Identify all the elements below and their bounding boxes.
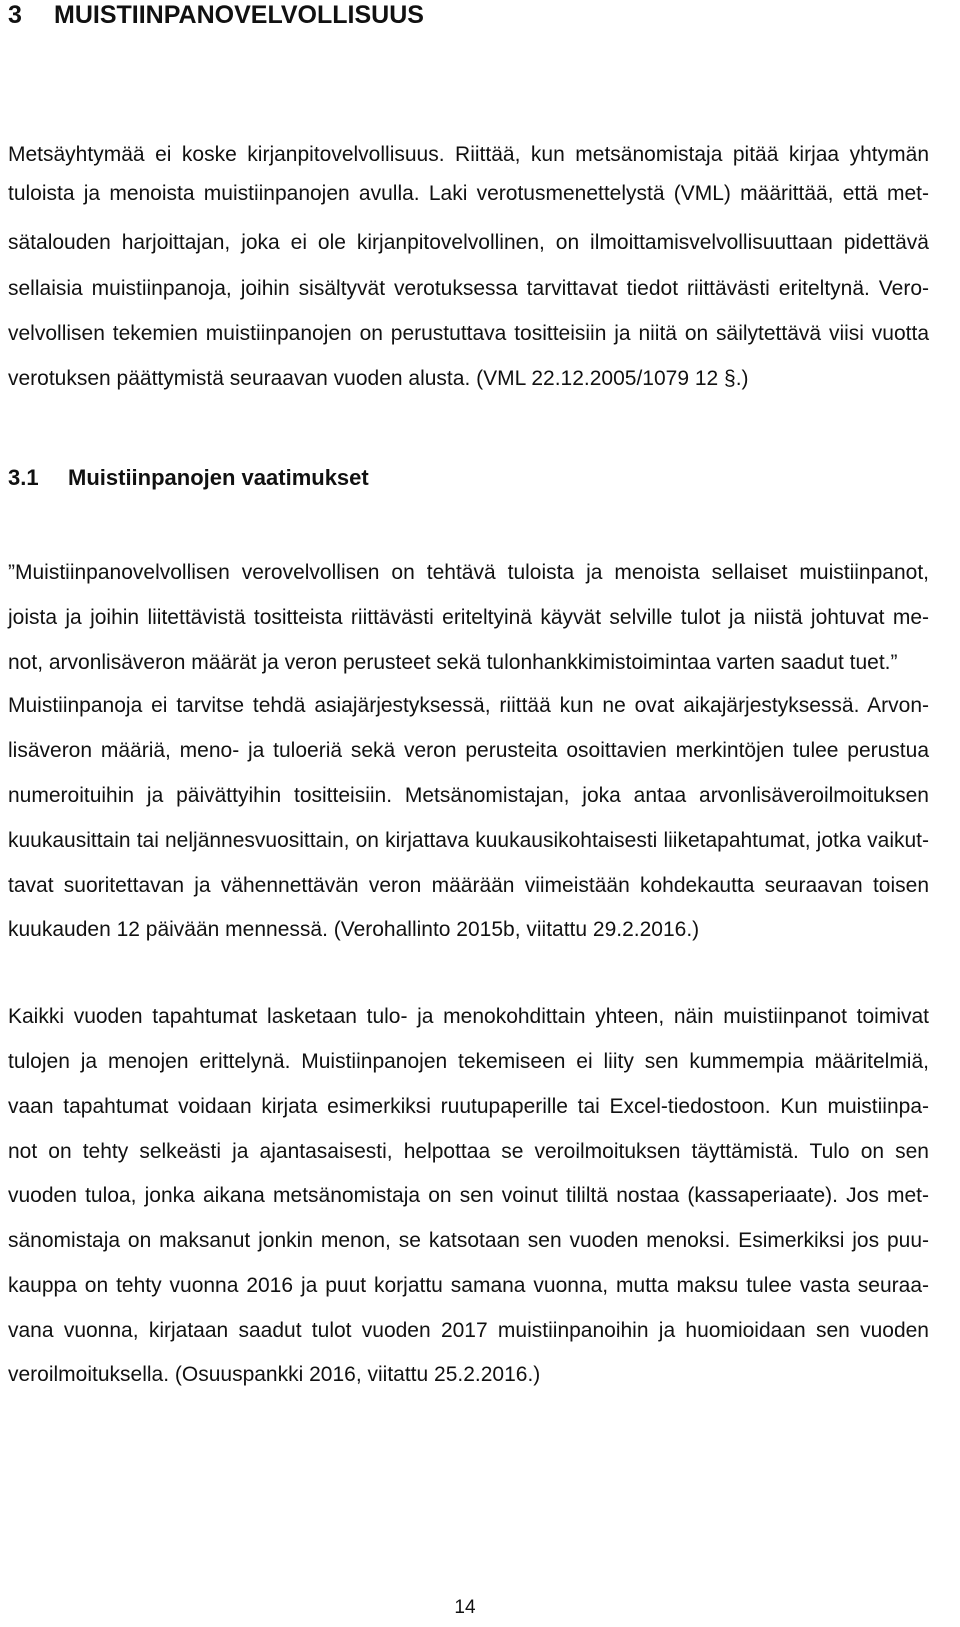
paragraph-line: Metsäyhtymää ei koske kirjanpitovelvollisuus. Riittää, kun metsänomistaja pitää kirjaa yhtymän (8, 143, 929, 166)
paragraph-line: Muistiinpanoja ei tarvitse tehdä asiajärjestyksessä, riittää kun ne ovat aikajärjestyksessä. Arvon- (8, 694, 929, 717)
paragraph-line: vuoden tuloa, jonka aikana metsänomistaja on sen voinut tililtä nostaa (kassaperiaate). Jos met- (8, 1184, 929, 1207)
chapter-number: 3 (8, 1, 22, 29)
paragraph-line: kauppa on tehty vuonna 2016 ja puut korjattu samana vuonna, mutta maksu tulee vasta seuraa- (8, 1274, 929, 1297)
paragraph-line: lisäveron määriä, meno- ja tuloeriä sekä veron perusteita osoittavien merkintöjen tulee perustua (8, 739, 929, 762)
section-heading (8, 465, 369, 491)
paragraph-line: joista ja joihin liitettävistä tositteista riittävästi eriteltyinä käyvät selville tulot ja niistä johtuvat me- (8, 606, 929, 629)
paragraph-line: Kaikki vuoden tapahtumat lasketaan tulo- ja menokohdittain yhteen, näin muistiinpanot toimivat (8, 1005, 929, 1028)
paragraph-line: vaan tapahtumat voidaan kirjata esimerkiksi ruutupaperille tai Excel-tiedostoon. Kun muistiinpa- (8, 1095, 929, 1118)
paragraph-line: kuukausittain tai neljännesvuosittain, on kirjattava kuukausikohtaisesti liiketapahtumat, jotka vaikut- (8, 829, 929, 852)
paragraph-line: numeroituihin ja päivättyihin tositteisiin. Metsänomistajan, joka antaa arvonlisäveroilmoituksen (8, 784, 929, 807)
paragraph-line: sätalouden harjoittajan, joka ei ole kirjanpitovelvollinen, on ilmoittamisvelvollisuuttaan pidettävä (8, 231, 929, 254)
section-title: Muistiinpanojen vaatimukset (68, 465, 369, 490)
paragraph-line: sänomistaja on maksanut jonkin menon, se katsotaan sen vuoden menoksi. Esimerkiksi jos puu- (8, 1229, 929, 1252)
paragraph-line: kuukauden 12 päivään mennessä. (Verohallinto 2015b, viitattu 29.2.2016.) (8, 918, 700, 941)
page-number: 14 (454, 1597, 476, 1618)
paragraph-line: ”Muistiinpanovelvollisen verovelvollisen on tehtävä tuloista ja menoista sellaiset muistiinpanot, (8, 561, 929, 584)
paragraph-line: velvollisen tekemien muistiinpanojen on perustuttava tositteisiin ja niitä on säilytettävä viisi vuotta (8, 322, 929, 345)
paragraph-line: veroilmoituksella. (Osuuspankki 2016, viitattu 25.2.2016.) (8, 1363, 541, 1386)
chapter-heading (8, 0, 424, 30)
paragraph-line: not, arvonlisäveron määrät ja veron perusteet sekä tulonhankkimistoimintaa varten saadut tuet.” (8, 651, 898, 674)
paragraph-line: vana vuonna, kirjataan saadut tulot vuoden 2017 muistiinpanoihin ja huomioidaan sen vuoden (8, 1319, 929, 1342)
paragraph-line: verotuksen päättymistä seuraavan vuoden alusta. (VML 22.12.2005/1079 12 §.) (8, 367, 749, 390)
paragraph-line: sellaisia muistiinpanoja, joihin sisältyvät verotuksessa tarvittavat tiedot riittävästi eriteltynä. Vero- (8, 277, 929, 300)
section-number: 3.1 (8, 465, 39, 490)
chapter-title: MUISTIINPANOVELVOLLISUUS (54, 1, 424, 29)
paragraph-line: tulojen ja menojen erittelynä. Muistiinpanojen tekemiseen ei liity sen kummempia määritelmiä, (8, 1050, 929, 1073)
paragraph-line: not on tehty selkeästi ja ajantasaisesti, helpottaa se veroilmoituksen täyttämistä. Tulo on sen (8, 1140, 929, 1163)
paragraph-line: tuloista ja menoista muistiinpanojen avulla. Laki verotusmenettelystä (VML) määrittää, että met- (8, 182, 929, 205)
paragraph-line: tavat suoritettavan ja vähennettävän veron määrään viimeistään kohdekautta seuraavan toisen (8, 874, 929, 897)
